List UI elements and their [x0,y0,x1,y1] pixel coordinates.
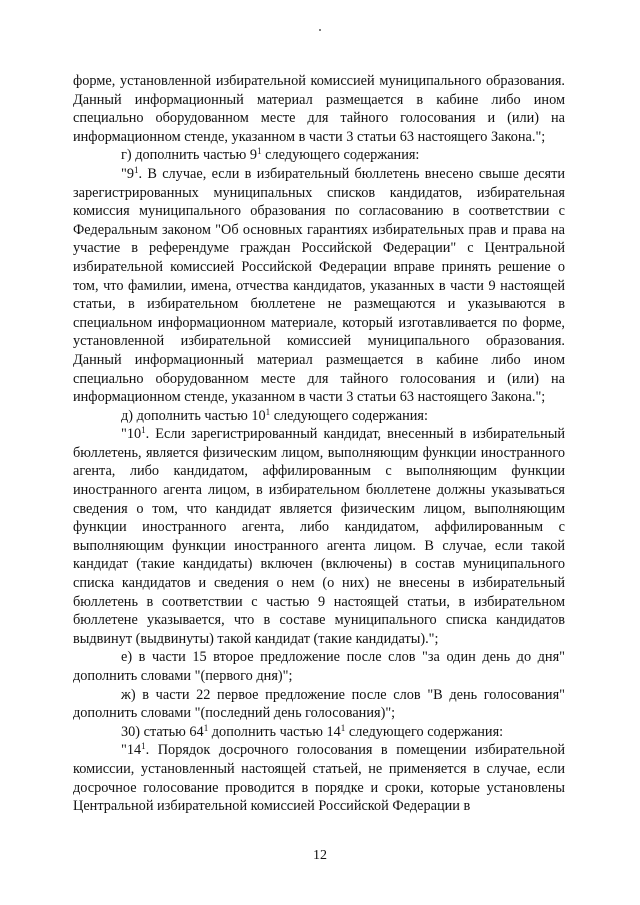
paragraph: 30) статью $64^1$ дополнить частью $14^1$ следующего содержания: [121,722,504,740]
paragraph: "$14^1$. Порядок досрочного голосования в помещении избирательной комиссии, установленный настоящей статьей, не применяется в случае, если досрочное голосование проводится в порядке и сроки, которые установлены Центральной избирательной комиссией Российской Федерации в [73,741,565,815]
paragraph: форме, установленной избирательной комиссией муниципального образования. Данный информационный материал размещается в кабине либо ином специально оборудованном месте для тайного голосования и (или) на информационном стенде, указанном в части 3 статьи 63 настоящего Закона."; [73,73,565,145]
paragraph: г) дополнить частью $9^1$ следующего содержания: [121,146,420,164]
paragraph: ж) в части 22 первое предложение после слов "В день голосования" дополнить словами "(последний день голосования)"; [73,686,565,722]
scan-dot [319,29,321,31]
paragraph: "$9^1$. В случае, если в избирательный бюллетень внесено свыше десяти зарегистрированных муниципальных списков кандидатов, избирательная комиссия муниципального образования по согласованию в соответствии с Федеральным законом "Об основных гарантиях избирательных прав и права на участие в референдуме граждан Российской Федерации" с Центральной избирательной комиссией Российской Федерации вправе принять решение о том, что фамилии, имена, отчества кандидатов, указанных в части 9 настоящей статьи, в избирательном бюллетене не размещаются и указываются в специальном информационном материале, который изготавливается по форме, установленной избирательной комиссией муниципального образования. Данный информационный материал размещается в кабине либо ином специально оборудованном месте для тайного голосования и (или) на информационном стенде, указанном в части 3 статьи 63 настоящего Закона."; [73,164,565,406]
paragraph: д) дополнить частью $10^1$ следующего содержания: [121,406,428,424]
paragraph: "$10^1$. Если зарегистрированный кандидат, внесенный в избирательный бюллетень, является физическим лицом, выполняющим функции иностранного агента, либо кандидатом, аффилированным с выполняющим функции иностранного агента лицом, в избирательном бюллетене должны указываться сведения о том, что кандидат является физическим лицом, выполняющим функции иностранного агента, либо кандидатом, аффилированным с выполняющим функции иностранного агента лицом. В случае, если такой кандидат (такие кандидаты) включен (включены) в состав муниципального списка кандидатов и сведения о нем (о них) не внесены в избирательный бюллетень в соответствии с частью 9 настоящей статьи, в избирательном бюллетене указывается, что в составе муниципального списка кандидатов выдвинут (выдвинуты) такой кандидат (такие кандидаты)."; [73,425,565,647]
paragraph: е) в части 15 второе предложение после слов "за один день до дня" дополнить словами "(первого дня)"; [73,649,565,684]
page-number: 12 [313,848,327,863]
body-text [73,72,565,816]
